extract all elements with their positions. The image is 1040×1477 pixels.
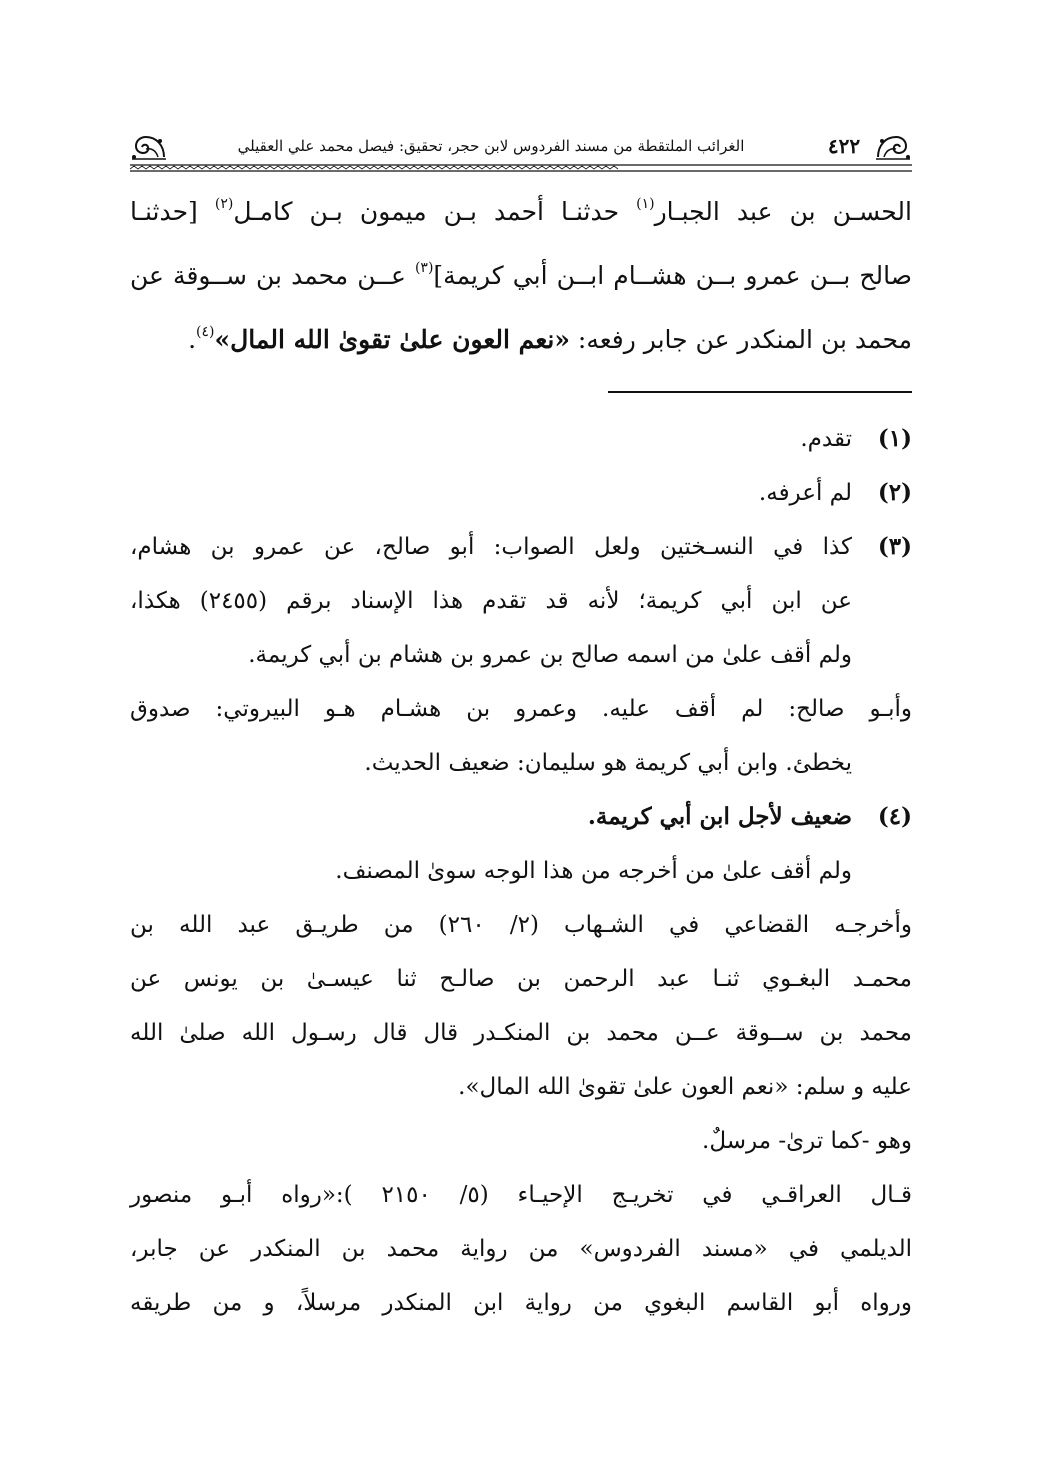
footnote-number: (١) [877,425,912,452]
footnote-text: لم أعرفه. [758,480,852,506]
main-text-segment: صالح بــن عمرو بــن هشــام ابــن أبي كريمة] [433,261,912,290]
footnote-marker[interactable]: (٤) [196,324,215,340]
footnote-separator [608,391,912,393]
footnote-marker[interactable]: (٢) [214,196,234,212]
footnote-text: عن ابن أبي كريمة؛ لأنه قد تقدم هذا الإسناد برقم (٢٤٥٥) هكذا، [130,588,852,614]
footnote-4 [130,790,912,844]
footnote-text: محمـد البغـوي ثنـا عبد الرحمن بن صالـح ثنا عيسـىٰ بن يونس عن [130,966,912,992]
footnote-text: وأخرجـه القضاعي في الشـهاب (٢/ ٢٦٠) من طريـق عبد الله بن [130,912,912,938]
ornament-left-icon [130,131,168,161]
footnote-1 [130,412,912,466]
hadith-text: «نعم العون علىٰ تقوىٰ الله المال» [214,325,570,354]
footnote-text: كذا في النسـختين ولعل الصواب: أبو صالح، عن عمرو بن هشام، [130,534,852,560]
main-text-segment: عــن محمد بن ســوقة عن [130,261,415,290]
main-text-segment: [حدثنـا [130,197,215,226]
footnote-text: تقدم. [800,426,852,452]
main-text-segment: محمد بن المنكدر عن جابر رفعه: [569,325,912,354]
footnote-text: الديلمي في «مسند الفردوس» من رواية محمد بن المنكدر عن جابر، [130,1236,912,1262]
footnote-2 [130,466,912,520]
page-number: ٤٢٢ [827,134,861,158]
footnote-text: عليه و سلم: «نعم العون علىٰ تقوىٰ الله المال». [458,1074,912,1100]
footnote-3 [130,520,912,682]
footnote-text: ولم أقف علىٰ من اسمه صالح بن عمرو بن هشام بن أبي كريمة. [248,642,852,668]
footnote-text: قـال العراقـي في تخريـج الإحيـاء (٥/ ٢١٥٠ ):«رواه أبـو منصور [130,1182,912,1208]
footnote-text: يخطئ. وابن أبي كريمة هو سليمان: ضعيف الحديث. [364,750,852,776]
main-line-3 [130,308,912,372]
footnote-text: ولم أقف علىٰ من أخرجه من هذا الوجه سوىٰ المصنف. [335,858,852,884]
footnote-text: وهو -كما ترىٰ- مرسلٌ. [702,1128,912,1154]
footnote-number: (٢) [877,479,912,506]
footnote-marker[interactable]: (١) [636,196,655,212]
main-text-segment: الحسـن بن عبد الجبـار [654,197,912,226]
footnote-text: ورواه أبو القاسم البغوي من رواية ابن المنكدر مرسلاً، و من طريقه [130,1290,912,1316]
main-line-2 [130,244,912,308]
running-title: الغرائب الملتقطة من مسند الفردوس لابن حجر، تحقيق: فيصل محمد علي العقيلي [237,137,745,155]
footnotes [130,412,912,1330]
footnote-text: ضعيف لأجل ابن أبي كريمة. [587,803,852,830]
footnote-text: محمد بن ســوقة عــن محمد بن المنكـدر قال قال رسـول الله صلىٰ الله [130,1020,912,1046]
main-line-1 [130,180,912,244]
main-text-segment: حدثنـا أحمد بـن ميمون بـن كامـل [233,197,637,226]
footnote-text: وأبـو صالح: لم أقف عليه. وعمرو بن هشـام هـو البيروتي: صدوق [130,696,912,722]
ornament-right-icon [874,131,912,161]
header-divider [130,164,912,172]
footnote-number: (٣) [877,533,912,560]
footnote-marker[interactable]: (٣) [414,260,434,276]
footnote-number: (٤) [877,803,912,830]
main-text [130,180,912,372]
running-header [130,128,912,164]
main-text-segment: . [188,325,197,354]
